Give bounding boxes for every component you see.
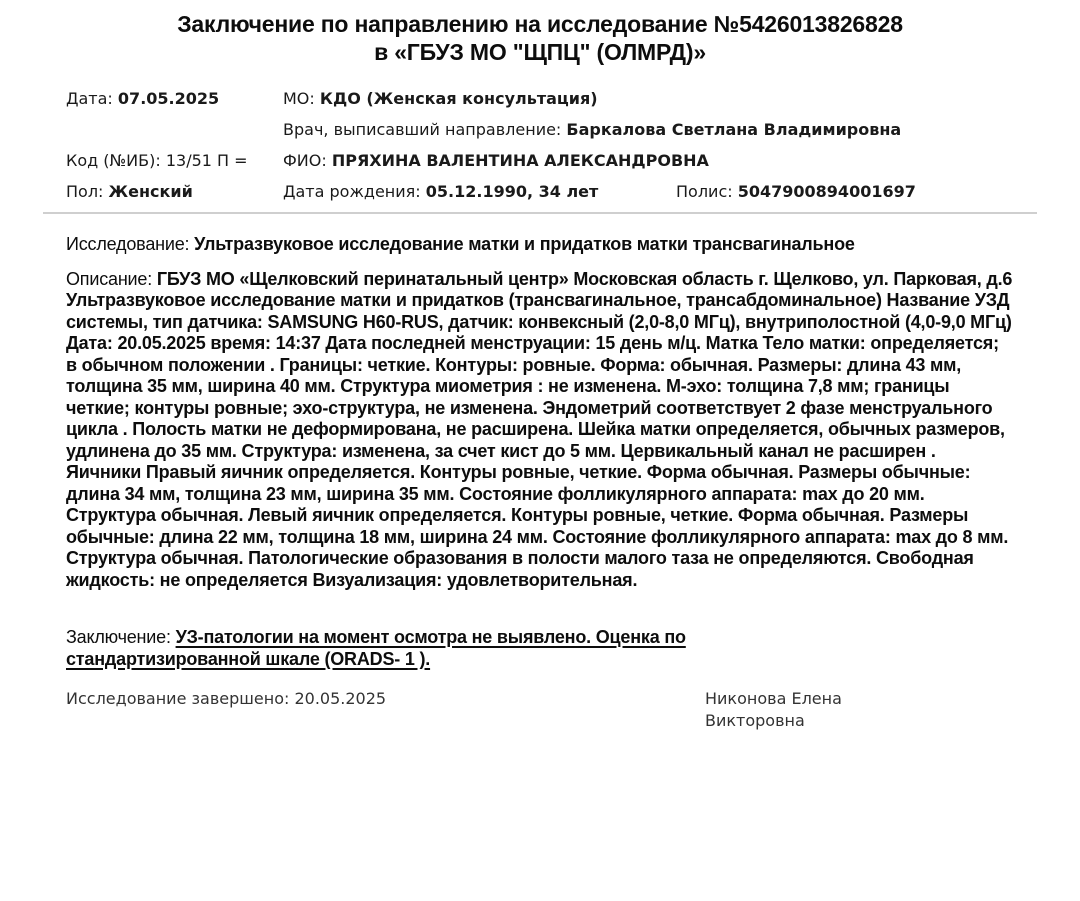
birth-label: Дата рождения: [283,182,421,201]
report-footer [66,688,1014,758]
sex-label: Пол: [66,182,104,201]
description-label: Описание: [66,268,153,289]
info-row-date-mo [66,88,1014,109]
sex-cell [66,181,283,202]
sex-value: Женский [108,182,193,201]
date-label: Дата: [66,89,113,108]
mo-value: КДО (Женская консультация) [319,89,598,108]
code-cell [66,150,283,171]
referring-doctor-cell [283,119,1014,140]
conclusion-label: Заключение: [66,627,171,647]
birth-policy-cell [283,181,1014,202]
conclusion-value: УЗ-патологии на момент осмотра не выявлено. Оценка по стандартизированной шкале (ORADS- 1 ). [66,627,686,669]
birth-value: 05.12.1990, 34 лет [425,182,599,201]
mo-cell [283,88,1014,109]
date-cell [66,88,283,109]
doctor-signature: Никонова Елена Викторовна [705,689,842,730]
policy-label: Полис: [676,182,733,201]
description-paragraph [66,269,1014,592]
report-title [66,10,1014,66]
code-label: Код (№ИБ): [66,151,161,170]
birth-cell [283,181,676,202]
fio-label: ФИО: [283,151,327,170]
patient-info-table [66,88,1014,202]
code-value: 13/51 П = [165,151,248,170]
report-title-line1: Заключение по направлению на исследование №5426013826828 [177,11,903,37]
fio-cell [283,150,1014,171]
completed-value: 20.05.2025 [294,689,387,708]
study-label: Исследование: [66,234,190,254]
fio-value: ПРЯХИНА ВАЛЕНТИНА АЛЕКСАНДРОВНА [331,151,709,170]
referring-doctor-value: Баркалова Светлана Владимировна [566,120,902,139]
report-title-line2: в «ГБУЗ МО "ЩПЦ" (ОЛМРД)» [374,39,706,65]
description-text: ГБУЗ МО «Щелковский перинатальный центр» Московская область г. Щелково, ул. Парковая, д.6 Ультразвуковое исследование матки и придатков (трансвагинальное, трансабдоминальное) Название УЗД системы, тип датчика: SAMSUNG H60-RUS, датчик: конвексный (2,0-8,0 МГц), внутриполостной (4,0-9,0 МГц) Дата: 20.05.2025 время: 14:37 Дата последней менструации: 15 день м/ц. Матка Тело матки: определяется; в обычном положении . Границы: четкие. Контуры: ровные. Форма: обычная. Размеры: длина 43 мм, толщина 35 мм, ширина 40 мм. Структура миометрия : не изменена. М-эхо: толщина 7,8 мм; границы четкие; контуры ровные; эхо-структура, не изменена. Эндометрий соответствует 2 фазе менструального цикла . Полость матки не деформирована, не расширена. Шейка матки определяется, обычных размеров, удлинена до 35 мм. Структура: изменена, за счет кист до 5 мм. Цервикальный канал не расширен . Яичники Правый яичник определяется. Контуры ровные, четкие. Форма обычная. Размеры обычные: длина 34 мм, толщина 23 мм, ширина 35 мм. Состояние фолликулярного аппарата: max до 20 мм. Структура обычная. Левый яичник определяется. Контуры ровные, четкие. Форма обычная. Размеры обычные: длина 22 мм, толщина 18 мм, ширина 24 мм. Состояние фолликулярного аппарата: max до 8 мм. Структура обычная. Патологические образования в полости малого таза не определяются. Свободная жидкость: не определяется Визуализация: удовлетворительная. [66,268,1013,590]
conclusion-paragraph [66,627,766,670]
study-value: Ультразвуковое исследование матки и придатков матки трансвагинальное [194,234,855,254]
completed-label: Исследование завершено: [66,689,290,708]
referring-doctor-label: Врач, выписавший направление: [283,120,562,139]
info-row-code-fio [66,150,1014,171]
study-line [66,234,1014,256]
policy-value: 5047900894001697 [737,182,916,201]
info-row-sex-birth-policy [66,181,1014,202]
divider-line [43,212,1037,214]
policy-cell [676,181,916,202]
empty-cell [66,119,283,140]
date-value: 07.05.2025 [117,89,220,108]
mo-label: МО: [283,89,315,108]
info-row-referring-doctor [66,119,1014,140]
